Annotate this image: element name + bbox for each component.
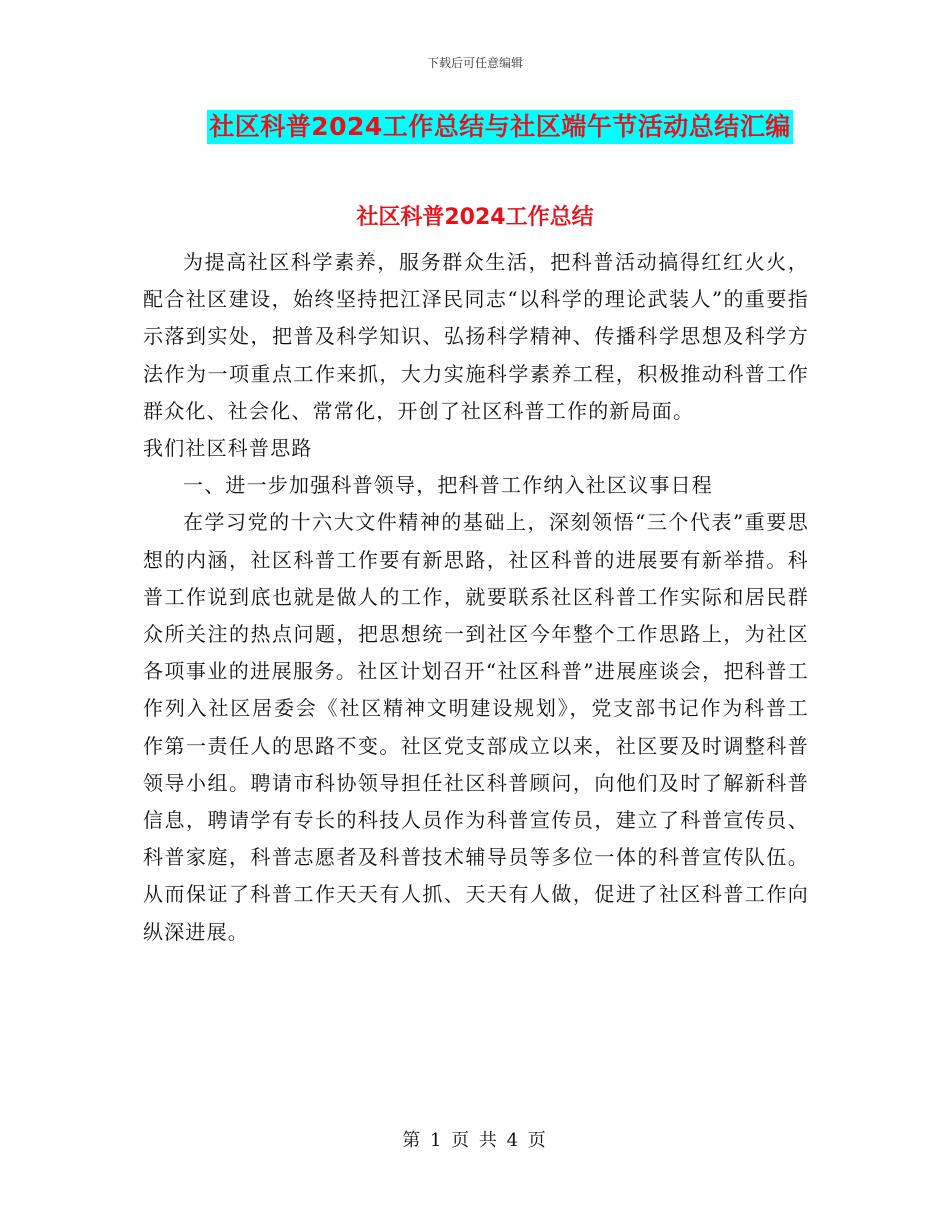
paragraph-intro: 为提高社区科学素养，服务群众生活，把科普活动搞得红红火火，配合社区建设，始终坚持把江泽民同志“以科学的理论武装人”的重要指示落到实处，把普及科学知识、弘扬科学精神、传播科学思想及科学方法作为一项重点工作来抓，大力实施科学素养工程，积极推动科普工作群众化、社会化、常常化，开创了社区科普工作的新局面。 bbox=[143, 250, 809, 423]
main-title-container bbox=[0, 110, 950, 144]
document-body bbox=[143, 244, 809, 951]
paragraph-section-one-body: 在学习党的十六大文件精神的基础上，深刻领悟“三个代表”重要思想的内涵，社区科普工作要有新思路，社区科普的进展要有新举措。科普工作说到底也就是做人的工作，就要联系社区科普工作实际和居民群众所关注的热点问题，把思想统一到社区今年整个工作思路上，为社区各项事业的进展服务。社区计划召开“社区科普”进展座谈会，把科普工作列入社区居委会《社区精神文明建设规划》，党支部书记作为科普工作第一责任人的思路不变。社区党支部成立以来，社区要及时调整科普领导小组。聘请市科协领导担任社区科普顾问，向他们及时了解新科普信息，聘请学有专长的科技人员作为科普宣传员，建立了科普宣传员、科普家庭，科普志愿者及科普技术辅导员等多位一体的科普宣传队伍。从而保证了科普工作天天有人抓、天天有人做，促进了社区科普工作向纵深进展。 bbox=[143, 510, 809, 944]
header-note: 下载后可任意编辑 bbox=[426, 56, 523, 70]
page-number: 第 1 页 共 4 页 bbox=[402, 1130, 548, 1151]
paragraph-section-one-heading: 一、进一步加强科普领导，把科普工作纳入社区议事日程 bbox=[183, 473, 713, 498]
paragraph-thinking-heading: 我们社区科普思路 bbox=[143, 436, 313, 461]
section-title: 社区科普2024工作总结 bbox=[356, 205, 594, 230]
main-title: 社区科普2024工作总结与社区端午节活动总结汇编 bbox=[207, 110, 793, 144]
